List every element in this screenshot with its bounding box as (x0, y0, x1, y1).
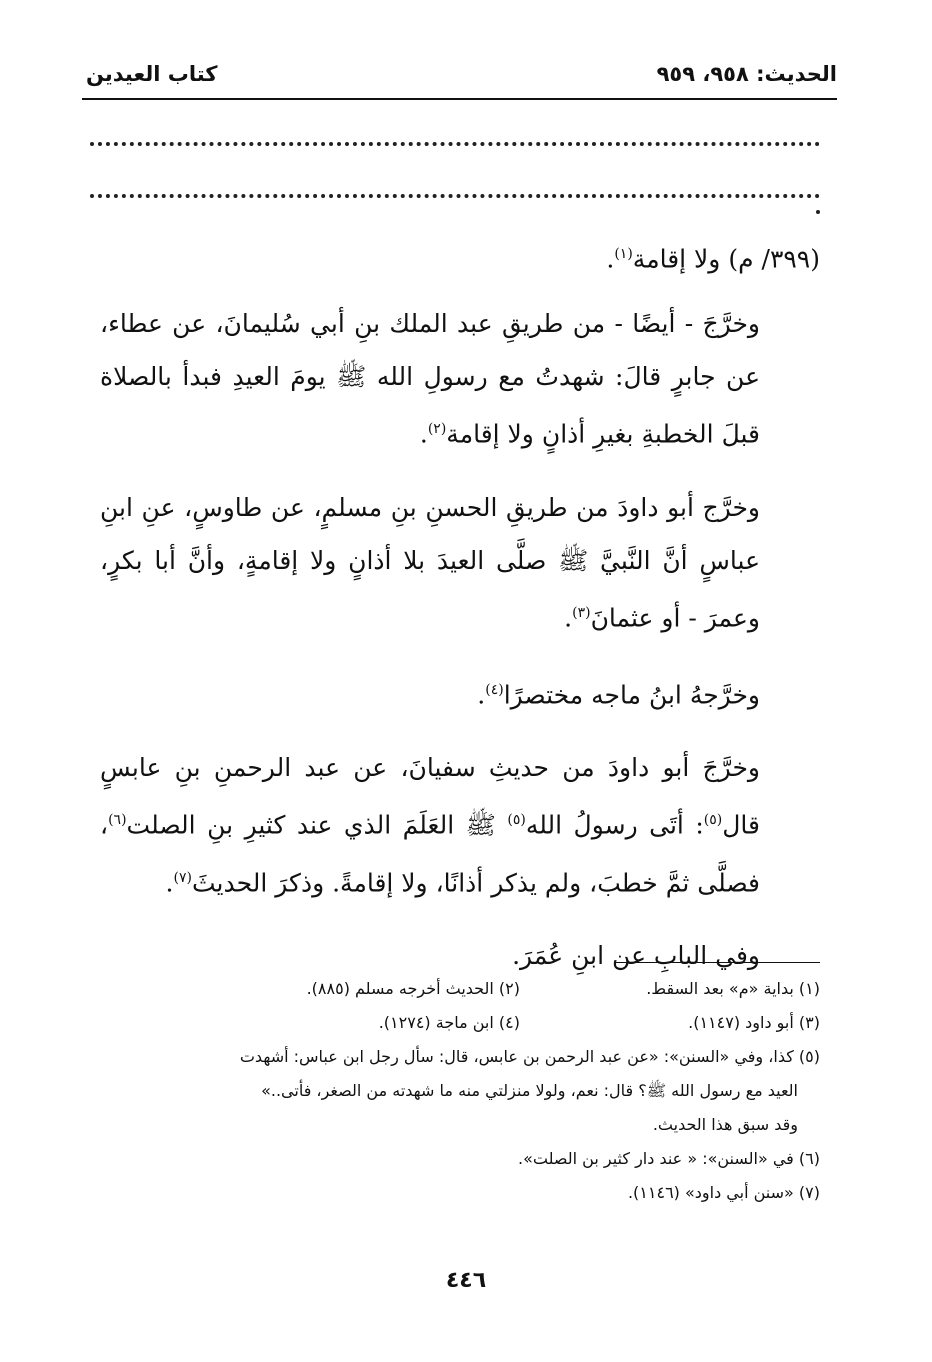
page-header (82, 58, 837, 100)
footnote-ref-5b: (٥) (507, 812, 526, 829)
footnote-ref-2: (٢) (427, 421, 447, 438)
omission-dots-line-1 (90, 132, 820, 146)
footnote-3: (٣) أبو داود (١١٤٧). (688, 1013, 820, 1032)
paragraph-4: وخرَّجهُ ابنُ ماجه مختصرًا$^{(٤)}$. (477, 680, 760, 710)
main-text (100, 228, 820, 1002)
book-title: كتاب العيدين (86, 62, 218, 86)
omission-end-dot (816, 210, 820, 214)
footnote-5: (٥) كذا، وفي «السنن»: «عن عبد الرحمن بن عابس، قال: سأل رجل ابن عباس: أشهدت العيد مع رسول الله ﷺ؟ قال: نعم، ولولا منزلتي منه ما شهدته من الصغر، فأتى..» وقد سبق هذا الحديث. (239, 1047, 820, 1134)
footnote-ref-5a: (٥) (703, 812, 723, 829)
paragraph-3: وخرَّج أبو داودَ من طريقِ الحسنِ بنِ مسلمٍ، عن طاوسٍ، عنِ ابنِ عباسٍ أنَّ النَّبيَّ ﷺ صلَّى العيدَ بلا أذانٍ ولا إقامةٍ، وأنَّ أبا بكرٍ، وعمرَ - أو عثمانَ$^{(٣)}$. (100, 492, 760, 632)
omission-dots-line-2 (90, 184, 820, 198)
footnote-ref-7: (٧) (173, 869, 192, 886)
footnote-ref-4: (٤) (485, 681, 504, 698)
footnote-row-1 (100, 972, 820, 1006)
footnote-ref-6: (٦) (108, 812, 127, 829)
footnote-2: (٢) الحديث أخرجه مسلم (٨٨٥). (306, 979, 520, 998)
footnote-6: (٦) في «السنن»: « عند دار كثير بن الصلت». (518, 1149, 820, 1168)
footnote-7: (٧) «سنن أبي داود» (١١٤٦). (627, 1183, 820, 1202)
footnote-1: (١) بداية «م» بعد السقط. (646, 979, 820, 998)
paragraph-5: وخرَّجَ أبو داودَ من حديثِ سفيانَ، عن عبد الرحمنِ بنِ عابسٍ قال$^{(٥)}$: أتَى رسولُ الله$^{(٥)}$ ﷺ العَلَمَ الذي عند كثيرِ بنِ الصلت$^{(٦)}$، فصلَّى ثمَّ خطبَ، ولم يذكر أذانًا، ولا إقامةً. وذكرَ الحديثَ$^{(٧)}$. (100, 753, 760, 897)
footnotes (100, 972, 820, 1210)
footnote-row-2 (100, 1006, 820, 1040)
footnote-ref-1: (١) (614, 246, 633, 262)
footnote-4: (٤) ابن ماجة (١٢٧٤). (378, 1013, 520, 1032)
page-number: ٤٤٦ (445, 1268, 487, 1293)
hadith-reference: الحديث: ٩٥٨، ٩٥٩ (656, 62, 837, 86)
paragraph-6: وفي البابِ عن ابنِ عُمَرَ. (512, 940, 760, 970)
footnote-separator (614, 962, 820, 963)
paragraph-2: وخرَّجَ - أيضًا - من طريقِ عبد الملك بنِ أبي سُليمانَ، عن عطاء، عن جابرٍ قالَ: شهدتُ مع رسولِ الله ﷺ يومَ العيدِ فبدأ بالصلاة قبلَ الخطبةِ بغيرِ أذانٍ ولا إقامة$^{(٢)}$. (100, 309, 760, 449)
paragraph-1: (٣٩٩/ م) ولا إقامة$^{(١)}$. (606, 244, 820, 274)
footnote-ref-3: (٣) (572, 604, 591, 621)
